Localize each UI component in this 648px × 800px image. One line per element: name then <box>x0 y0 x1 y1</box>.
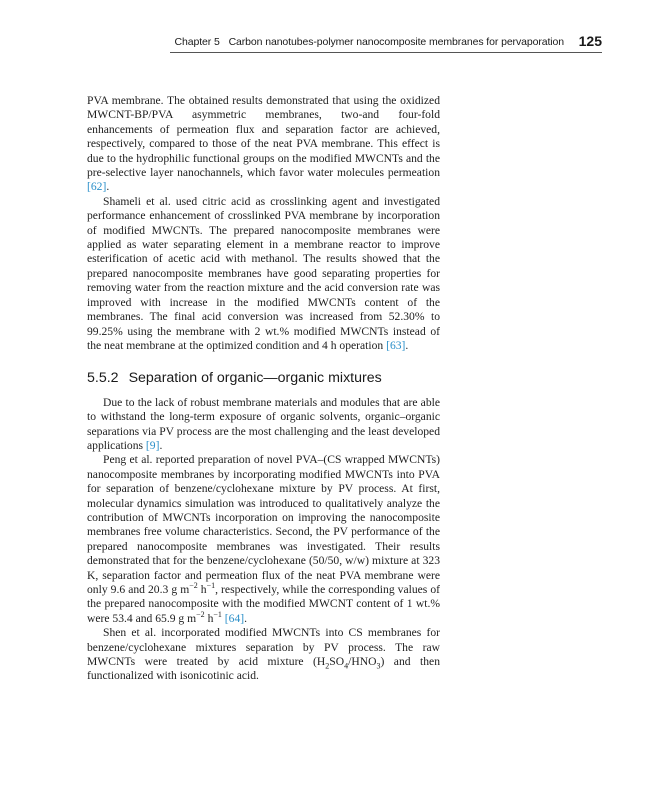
paragraph-4-text-a: Peng et al. reported preparation of novel PVA–(CS wrapped MWCNTs) nanocomposite membranes by incorporating modified MWCNTs into PVA for separation of benzene/cyclohexane mixture by PV process. At first, molecular dynamics simulation was introduced to qualitatively analyze the contribution of MWCNTs incorporation on improving the nanocomposite membranes free volume characteristics. Second, the PV performance of the prepared nanocomposite membranes was investigated. Their results demonstrated that for the benzene/cyclohexane (50/50, w/w) mixture at 323 K, separation factor and permeation flux of the neat PVA membrane were only 9.6 and 20.3 g m <box>87 453 440 596</box>
paragraph-5-text-d: ) and then functionalized with isonicotinic acid. <box>87 655 440 683</box>
section-title: Separation of organic—organic mixtures <box>128 370 382 387</box>
paragraph-1-text: PVA membrane. The obtained results demonstrated that using the oxidized MWCNT-BP/PVA asymmetric membranes, two-and four-fold enhancements of permeation flux and separation factor are achieved, respectively, compared to those of the neat PVA membrane. This effect is due to the hydrophilic functional groups on the modified MWCNTs and the pre-selective layer nanochannels, which favor water molecules permeation <box>87 94 440 180</box>
running-header <box>60 34 602 56</box>
subscript: 2 <box>325 661 330 671</box>
paragraph-1 <box>87 94 440 195</box>
unit-h: h <box>204 611 214 625</box>
paragraph-3-end: . <box>159 438 163 452</box>
chapter-title: Carbon nanotubes-polymer nanocomposite membranes for pervaporation <box>228 36 564 48</box>
section-number: 5.5.2 <box>87 370 119 387</box>
unit-h: h <box>197 583 207 596</box>
section-heading <box>87 371 440 385</box>
citation-9[interactable]: [9] <box>145 438 160 452</box>
paragraph-5-text-c: /HNO <box>348 655 377 669</box>
paragraph-2-end: . <box>405 338 409 352</box>
citation-64[interactable]: [64] <box>224 611 245 625</box>
paragraph-4-text-b: , respectively, while the corresponding values of the prepared nanocomposite with the modified MWCNT content of 1 wt.% were 53.4 and 65.9 g m <box>87 583 440 625</box>
citation-62[interactable]: [62] <box>87 180 107 194</box>
paragraph-3-text: Due to the lack of robust membrane materials and modules that are able to withstand the long-term exposure of organic solvents, organic–organic separations via PV process are the most challenging and the least developed applications <box>87 395 440 452</box>
paragraph-4 <box>87 453 440 626</box>
paragraph-2 <box>87 195 440 353</box>
paragraph-1-end: . <box>106 180 110 194</box>
citation-63[interactable]: [63] <box>386 338 406 352</box>
exponent: −2 <box>189 581 198 591</box>
paragraph-5 <box>87 626 440 684</box>
subscript: 4 <box>344 661 349 671</box>
running-head-text <box>175 36 564 48</box>
header-rule <box>170 52 602 53</box>
page-number: 125 <box>578 33 602 49</box>
chapter-label: Chapter 5 <box>174 36 220 48</box>
paragraph-3 <box>87 396 440 454</box>
paragraph-4-end: . <box>244 611 248 625</box>
exponent: −1 <box>206 581 216 591</box>
page-body <box>87 94 440 684</box>
paragraph-5-text-a: Shen et al. incorporated modified MWCNTs into CS membranes for benzene/cyclohexane mixtures separation by PV process. The raw MWCNTs were treated by acid mixture (H <box>87 626 440 669</box>
subscript: 3 <box>376 661 381 671</box>
exponent: −2 <box>196 609 205 619</box>
paragraph-5-text-b: SO <box>329 655 345 669</box>
paragraph-2-text: Shameli et al. used citric acid as crosslinking agent and investigated performance enhancement of crosslinked PVA membrane by incorporation of modified MWCNTs. The prepared nanocomposite membranes were applied as water separating element in a membrane reactor to improve esterification of acetic acid with methanol. The results showed that the prepared nanocomposite membranes have good separating properties for removing water from the reaction mixture and the acid conversion rate was improved with increase in the modified MWCNTs content of the membranes. The final acid conversion was increased from 52.30% to 99.25% using the membrane with 2 wt.% modified MWCNTs instead of the neat membrane at the optimized condition and 4 h operation <box>87 194 440 352</box>
exponent: −1 <box>213 609 222 619</box>
